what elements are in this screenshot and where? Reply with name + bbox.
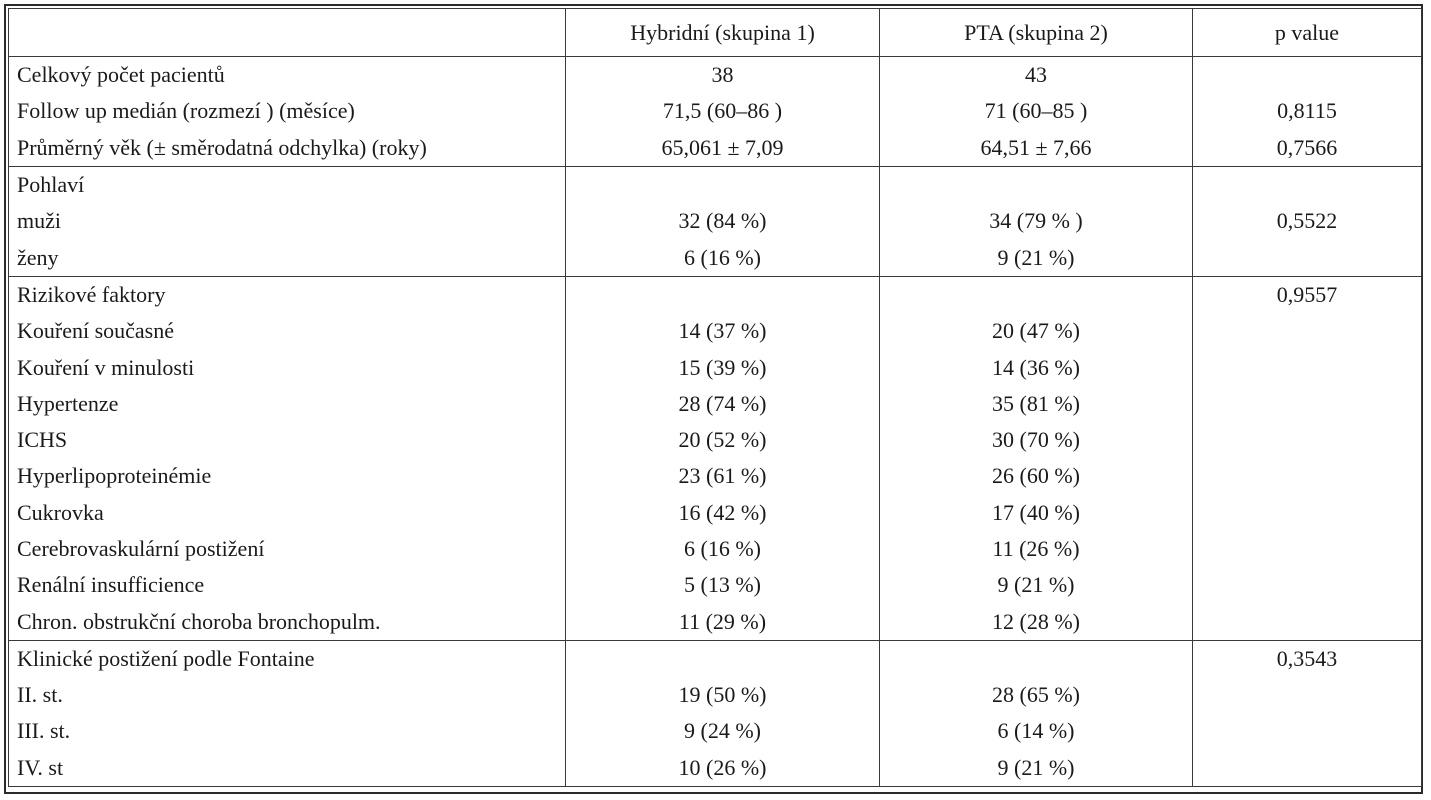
p-value-cell xyxy=(1193,495,1422,531)
table-row xyxy=(9,166,1422,203)
p-value-cell xyxy=(1193,313,1422,349)
p-value-cell: 0,9557 xyxy=(1193,276,1422,313)
row-label-cell: Hyperlipoproteinémie xyxy=(9,458,566,494)
row-label-cell: Průměrný věk (± směrodatná odchylka) (roky) xyxy=(9,130,566,167)
table-row xyxy=(9,495,1422,531)
value-cell: 14 (37 %) xyxy=(566,313,880,349)
value-cell: 6 (14 %) xyxy=(880,713,1193,749)
p-value-cell xyxy=(1193,713,1422,749)
value-cell: 9 (21 %) xyxy=(880,239,1193,276)
p-value-cell xyxy=(1193,677,1422,713)
value-cell xyxy=(566,640,880,677)
row-label-cell: Cerebrovaskulární postižení xyxy=(9,531,566,567)
table-row xyxy=(9,750,1422,787)
table-row xyxy=(9,276,1422,313)
p-value-cell xyxy=(1193,458,1422,494)
p-value-cell xyxy=(1193,567,1422,603)
table-row xyxy=(9,130,1422,167)
row-label-cell: Follow up medián (rozmezí ) (měsíce) xyxy=(9,93,566,129)
table-row xyxy=(9,93,1422,129)
p-value-cell xyxy=(1193,603,1422,640)
row-label-cell: Kouření v minulosti xyxy=(9,349,566,385)
value-cell xyxy=(880,276,1193,313)
value-cell: 71 (60–85 ) xyxy=(880,93,1193,129)
header-cell-p-value: p value xyxy=(1193,9,1422,57)
table-header-row xyxy=(9,9,1422,57)
header-cell-pta-group: PTA (skupina 2) xyxy=(880,9,1193,57)
value-cell: 11 (29 %) xyxy=(566,603,880,640)
value-cell: 12 (28 %) xyxy=(880,603,1193,640)
row-label-cell: IV. st xyxy=(9,750,566,787)
value-cell xyxy=(566,166,880,203)
value-cell: 5 (13 %) xyxy=(566,567,880,603)
row-label-cell: Kouření současné xyxy=(9,313,566,349)
p-value-cell xyxy=(1193,750,1422,787)
table-row xyxy=(9,531,1422,567)
p-value-cell xyxy=(1193,422,1422,458)
table-row xyxy=(9,603,1422,640)
value-cell: 23 (61 %) xyxy=(566,458,880,494)
value-cell: 9 (21 %) xyxy=(880,750,1193,787)
p-value-cell xyxy=(1193,239,1422,276)
value-cell: 20 (47 %) xyxy=(880,313,1193,349)
p-value-cell: 0,8115 xyxy=(1193,93,1422,129)
p-value-cell xyxy=(1193,386,1422,422)
value-cell: 32 (84 %) xyxy=(566,203,880,239)
value-cell: 15 (39 %) xyxy=(566,349,880,385)
p-value-cell xyxy=(1193,349,1422,385)
table-row xyxy=(9,713,1422,749)
value-cell: 16 (42 %) xyxy=(566,495,880,531)
table-row xyxy=(9,677,1422,713)
table-row xyxy=(9,349,1422,385)
p-value-cell: 0,7566 xyxy=(1193,130,1422,167)
row-label-cell: ICHS xyxy=(9,422,566,458)
value-cell: 17 (40 %) xyxy=(880,495,1193,531)
value-cell: 6 (16 %) xyxy=(566,239,880,276)
table-row xyxy=(9,422,1422,458)
row-label-cell: II. st. xyxy=(9,677,566,713)
value-cell: 64,51 ± 7,66 xyxy=(880,130,1193,167)
value-cell: 30 (70 %) xyxy=(880,422,1193,458)
row-label-cell: III. st. xyxy=(9,713,566,749)
value-cell: 14 (36 %) xyxy=(880,349,1193,385)
value-cell: 71,5 (60–86 ) xyxy=(566,93,880,129)
table-row xyxy=(9,313,1422,349)
table-row xyxy=(9,640,1422,677)
value-cell: 20 (52 %) xyxy=(566,422,880,458)
value-cell: 11 (26 %) xyxy=(880,531,1193,567)
value-cell: 43 xyxy=(880,57,1193,94)
row-label-cell: Celkový počet pacientů xyxy=(9,57,566,94)
value-cell: 10 (26 %) xyxy=(566,750,880,787)
row-label-cell: Chron. obstrukční choroba bronchopulm. xyxy=(9,603,566,640)
value-cell xyxy=(566,276,880,313)
p-value-cell xyxy=(1193,531,1422,567)
table-row xyxy=(9,567,1422,603)
table-row xyxy=(9,386,1422,422)
value-cell: 34 (79 % ) xyxy=(880,203,1193,239)
value-cell: 9 (21 %) xyxy=(880,567,1193,603)
value-cell: 28 (74 %) xyxy=(566,386,880,422)
value-cell: 65,061 ± 7,09 xyxy=(566,130,880,167)
patient-characteristics-table xyxy=(8,8,1422,787)
row-label-cell: ženy xyxy=(9,239,566,276)
value-cell: 26 (60 %) xyxy=(880,458,1193,494)
row-label-cell: Cukrovka xyxy=(9,495,566,531)
row-label-cell: Klinické postižení podle Fontaine xyxy=(9,640,566,677)
value-cell: 28 (65 %) xyxy=(880,677,1193,713)
value-cell: 6 (16 %) xyxy=(566,531,880,567)
value-cell: 19 (50 %) xyxy=(566,677,880,713)
p-value-cell: 0,5522 xyxy=(1193,203,1422,239)
value-cell xyxy=(880,166,1193,203)
table-row xyxy=(9,458,1422,494)
header-cell-hybrid-group: Hybridní (skupina 1) xyxy=(566,9,880,57)
table-row xyxy=(9,57,1422,94)
value-cell: 35 (81 %) xyxy=(880,386,1193,422)
p-value-cell xyxy=(1193,57,1422,94)
row-label-cell: Renální insufficience xyxy=(9,567,566,603)
p-value-cell: 0,3543 xyxy=(1193,640,1422,677)
value-cell: 9 (24 %) xyxy=(566,713,880,749)
table-row xyxy=(9,203,1422,239)
table-row xyxy=(9,239,1422,276)
row-label-cell: Pohlaví xyxy=(9,166,566,203)
value-cell: 38 xyxy=(566,57,880,94)
row-label-cell: Hypertenze xyxy=(9,386,566,422)
value-cell xyxy=(880,640,1193,677)
header-cell-label xyxy=(9,9,566,57)
p-value-cell xyxy=(1193,166,1422,203)
row-label-cell: muži xyxy=(9,203,566,239)
row-label-cell: Rizikové faktory xyxy=(9,276,566,313)
